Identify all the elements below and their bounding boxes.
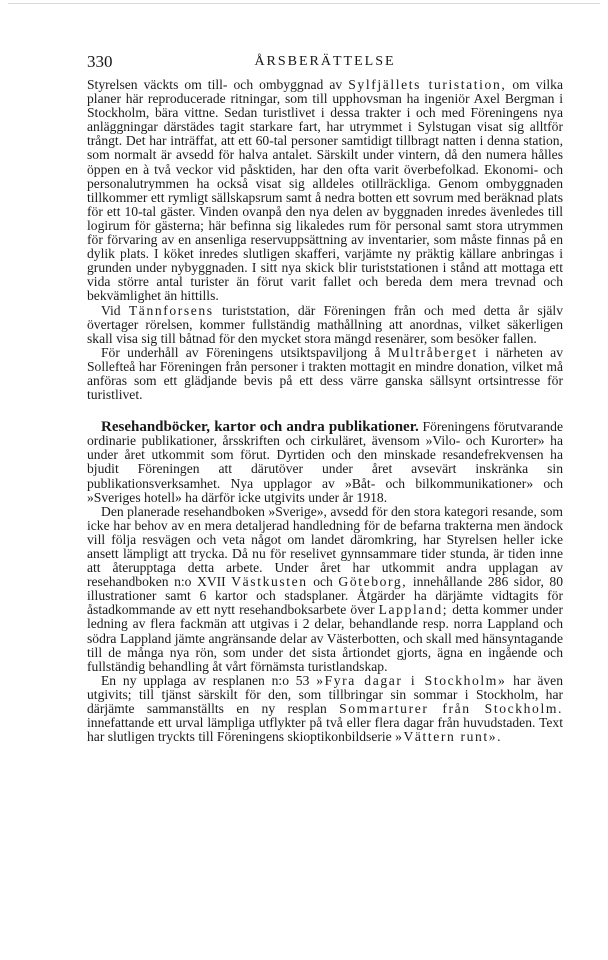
text-run: Den planerade resehandboken »Sverige», avsedd för den stora kategori resande, som icke har behov av en mera detaljerad handledning för de befarna trakterna men ändock vill följa resvägen och veta något om landet däromkring, har Styrelsen heller icke ansett lämpligt att trycka. Då nu för reselivet gynnsammare tider stunda, är tiden inne att återupptaga detta arbete. Under året har utkommit andra upplagan av resehandboken n:o XVII [87, 503, 563, 590]
spaced-title: »Fyra dagar i Stockholm» [316, 672, 507, 688]
top-border-line [8, 3, 600, 4]
running-head: ÅRSBERÄTTELSE [254, 54, 396, 69]
text-run: har även utgivits; till tjänst särskilt för den, som tillbringar sin sommar i Stockholm, har därjämte sammanställts en ny resplan [87, 672, 563, 717]
text-run: För underhåll av Föreningens utsiktspaviljong å [101, 344, 388, 360]
spaced-place-name: Västkusten [231, 574, 308, 590]
text-run: Vid [101, 302, 129, 318]
spaced-title: Sommarturer från Stockholm. [339, 701, 563, 717]
section-gap [87, 402, 563, 420]
spaced-place-name: Sylfjällets turistation, [348, 77, 507, 92]
paragraph-sverige-handbook [87, 505, 563, 674]
text-run: innefattande ett urval lämpliga utflykter på två eller flera dagar från huvudstaden. Text har slutligen tryckts till Föreningens skioptikonbildserie [87, 715, 563, 745]
paragraph-tannforsen [87, 304, 563, 346]
page-number: 330 [87, 52, 113, 71]
spaced-place-name: Tännforsens [128, 302, 214, 318]
page-header [87, 52, 563, 74]
text-run: Styrelsen väckts om till- och ombyggnad av [87, 77, 349, 92]
text-run: i närheten av Sollefteå har Föreningen från personer i trakten mottagit en mindre donation, vilket må anföras som ett glädjande bevis på ett dess värre ganska sällsynt ortsintresse för turistlivet. [87, 344, 563, 403]
paragraph-sylfjallet [87, 78, 563, 304]
paragraph-resplan [87, 674, 563, 744]
spaced-place-name: Lappland; [378, 602, 449, 618]
text-run: En ny upplaga av resplanen n:o 53 [101, 672, 317, 688]
text-run: detta kommer under ledning av flera fackmän att utgivas i 2 delar, behandlande resp. norra Lappland och södra Lappland jämte angränsande delar av Västerbotten, och skall med hänsyntagande till de många nya rön, som under det sista årtiondet gjorts, ägna en ingående och fullständig behandling åt vårt förnämsta turistlandskap. [87, 602, 563, 674]
page-body [87, 78, 563, 744]
spaced-place-name: Multråberget [387, 344, 478, 360]
text-run: om vilka planer här reproducerade ritningar, som till upphovsman ha ingeniör Axel Bergman i Stockholm, bära vittne. Sedan turistlivet i dessa trakter i och med Föreningens nya anläggningar därstädes tagit starkare fart, har utrymmet i Sylstugan visat sig alltför trångt. Det har inträffat, att ett 60-tal personer samtidigt tillbragt natten i denna station, som normalt är avsedd för halva antalet. Särskilt under vintern, då den numera hålles öppen en à två veckor vid påsktiden, har den ofta varit överbefolkad. Ekonomi- och personalutrymmen ha också visat sig alldeles otillräckliga. Genom ombyggnaden tillkommer ett rymligt sällskapsrum samt å nedra botten ett sovrum med beräknad plats för ett 10-tal gäster. Vinden ovanpå den nya delen av byggnaden inredes ävenledes till logirum för gästerna; här befinna sig likaledes rum för personal samt stora utrymmen för förvaring av en ansenliga reservuppsättning av inventarier, som måste finnas på en dylik plats. I köket inredes slutligen skafferi, varjämte ny präktig källare anbringas i grunden under nybyggnaden. I sitt nya skick blir turiststationen i stånd att mottaga ett vida större antal turister än förut varit fallet och bereda dem mera trevnad och bekvämlighet än hittills. [87, 77, 563, 304]
text-run: turiststation, där Föreningen från och med detta år själv övertager rörelsen, kommer fullständig mathållning att anordnas, vilket säkerligen skall visa sig till båtnad för den mycket stora mängd resenärer, som besöker fallen. [87, 302, 563, 346]
spaced-place-name: Göteborg, [338, 574, 408, 590]
text-run: och [307, 574, 339, 590]
spaced-title: »Vättern runt». [395, 729, 503, 745]
paragraph-publications-intro [87, 420, 563, 505]
text-run: Föreningens förutvarande ordinarie publikationer, årsskriften och cirkuläret, ävensom »Vilo- och Kurorter» ha under året utkommit som förut. Dyrtiden och den minskade resandefrekvensen ha bjudit Föreningen att därutöver under året avsevärt inskränka sin publikationsverksamhet. Nya upplagor av »Båt- och bilkommunikationer» och »Sveriges hotell» ha därför icke utgivits under år 1918. [87, 419, 563, 505]
section-heading: Resehandböcker, kartor och andra publikationer. [101, 419, 419, 436]
paragraph-multraberget [87, 346, 563, 402]
text-run: innehållande 286 sidor, 80 illustrationer samt 6 kartor och stadsplaner. Åtgärder ha därjämte vidtagits för åstadkommande av ett nytt resehandboksarbete över [87, 574, 563, 618]
